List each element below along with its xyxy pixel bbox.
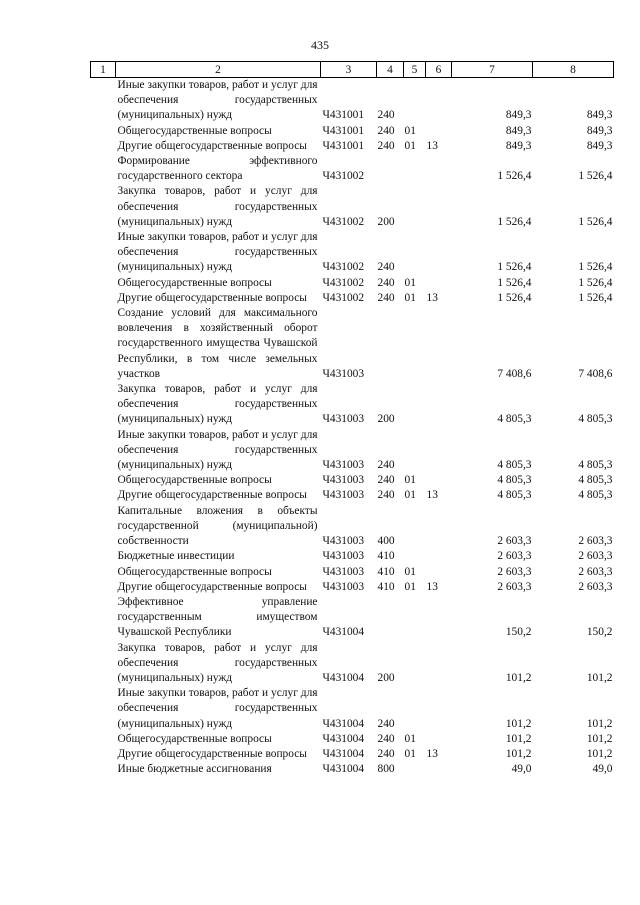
table-row [91,306,614,382]
cell-expense-type [377,595,404,641]
cell-name: Закупка товаров, работ и услуг для обеспечения государственных (муниципальных) нужд [117,185,318,228]
cell-amount-col7: 2 603,3 [497,580,532,593]
cell-amount-col8: 2 603,3 [578,535,613,548]
cell-amount-col7: 4 805,3 [497,489,532,502]
table-row [91,732,614,747]
cell-index [91,641,116,687]
cell-index [91,139,116,154]
cell-amount-col8: 2 603,3 [578,565,613,578]
header-col-3: 3 [321,62,377,78]
cell-section: 01 [404,139,416,152]
cell-section [404,595,426,641]
cell-amount-col8: 4 805,3 [578,413,613,426]
cell-name: Общегосударственные вопросы [117,276,272,289]
cell-subsection [426,595,452,641]
cell-name: Общегосударственные вопросы [117,474,272,487]
cell-section [404,549,426,564]
cell-target-code: Ч431003 [322,413,365,426]
cell-amount-col8: 101,2 [586,671,613,684]
cell-amount-col7: 150,2 [505,626,532,639]
cell-target-code: Ч431002 [322,291,365,304]
cell-section: 01 [404,580,416,593]
cell-section: 01 [404,732,416,745]
cell-target-code: Ч431004 [322,732,365,745]
cell-amount-col7: 849,3 [505,139,532,152]
table-row [91,78,614,124]
cell-index [91,428,116,474]
cell-target-code: Ч431001 [322,124,365,137]
cell-name: Создание условий для максимального вовлечения в хозяйственный оборот государственного имущества Чувашской Республики, в том числе земельных участков [117,307,318,380]
cell-expense-type [377,306,404,382]
table-row [91,762,614,777]
cell-index [91,565,116,580]
cell-target-code: Ч431001 [322,139,365,152]
cell-expense-type: 240 [377,732,395,745]
cell-amount-col8: 1 526,4 [578,291,613,304]
cell-section: 01 [404,124,416,137]
cell-target-code: Ч431003 [322,565,365,578]
cell-section [404,641,426,687]
table-row [91,291,614,306]
cell-target-code: Ч431003 [322,535,365,548]
cell-amount-col8: 49,0 [592,763,613,776]
cell-target-code: Ч431001 [322,109,365,122]
cell-subsection [426,504,452,550]
cell-subsection [426,686,452,732]
cell-amount-col7: 2 603,3 [497,550,532,563]
cell-amount-col8: 101,2 [586,747,613,760]
cell-index [91,595,116,641]
table-row [91,382,614,428]
cell-expense-type: 800 [377,763,395,776]
cell-name: Иные закупки товаров, работ и услуг для обеспечения государственных (муниципальных) нужд [117,687,318,730]
cell-target-code: Ч431002 [322,261,365,274]
header-col-4: 4 [377,62,404,78]
cell-amount-col8: 150,2 [586,626,613,639]
header-col-8: 8 [533,62,614,78]
cell-target-code: Ч431003 [322,550,365,563]
cell-index [91,686,116,732]
cell-expense-type: 240 [377,291,395,304]
cell-subsection [426,428,452,474]
cell-section: 01 [404,489,416,502]
cell-name: Иные закупки товаров, работ и услуг для обеспечения государственных (муниципальных) нужд [117,79,318,122]
cell-section [404,686,426,732]
cell-amount-col8: 1 526,4 [578,215,613,228]
cell-name: Капитальные вложения в объекты государственной (муниципальной) собственности [117,504,318,548]
cell-section [404,504,426,550]
table-row [91,747,614,762]
cell-subsection [426,732,452,747]
cell-section: 01 [404,747,416,760]
cell-expense-type: 240 [377,459,395,472]
cell-target-code: Ч431004 [322,671,365,684]
cell-amount-col8: 849,3 [586,124,613,137]
page-number: 435 [311,38,329,52]
cell-amount-col7: 7 408,6 [497,367,532,380]
cell-name: Общегосударственные вопросы [117,124,272,137]
cell-subsection: 13 [426,747,438,760]
cell-index [91,580,116,595]
header-col-5: 5 [404,62,426,78]
cell-subsection [426,641,452,687]
cell-name: Другие общегосударственные вопросы [117,139,307,152]
cell-index [91,549,116,564]
cell-section [404,382,426,428]
table-row [91,139,614,154]
cell-section [404,78,426,124]
table-row [91,276,614,291]
cell-name: Другие общегосударственные вопросы [117,747,307,760]
cell-target-code: Ч431003 [322,580,365,593]
cell-amount-col8: 849,3 [586,109,613,122]
cell-section [404,762,426,777]
cell-index [91,732,116,747]
cell-amount-col7: 849,3 [505,109,532,122]
header-col-7: 7 [452,62,533,78]
cell-expense-type: 240 [377,109,395,122]
cell-name: Закупка товаров, работ и услуг для обеспечения государственных (муниципальных) нужд [117,383,318,426]
cell-expense-type [377,154,404,184]
cell-section: 01 [404,276,416,289]
table-row [91,641,614,687]
cell-index [91,78,116,124]
cell-amount-col7: 101,2 [505,732,532,745]
cell-index [91,762,116,777]
cell-name: Бюджетные инвестиции [117,550,235,563]
cell-expense-type: 240 [377,261,395,274]
cell-section: 01 [404,474,416,487]
cell-index [91,306,116,382]
cell-expense-type: 400 [377,535,395,548]
table-row [91,504,614,550]
cell-section [404,154,426,184]
table-row [91,184,614,230]
cell-name: Иные бюджетные ассигнования [117,763,272,776]
cell-amount-col7: 1 526,4 [497,215,532,228]
cell-expense-type: 410 [377,580,395,593]
cell-amount-col7: 2 603,3 [497,535,532,548]
cell-name: Иные закупки товаров, работ и услуг для обеспечения государственных (муниципальных) нужд [117,231,318,274]
cell-amount-col8: 4 805,3 [578,489,613,502]
cell-subsection [426,762,452,777]
cell-section [404,306,426,382]
cell-name: Другие общегосударственные вопросы [117,489,307,502]
cell-subsection [426,549,452,564]
cell-expense-type: 240 [377,124,395,137]
cell-section [404,184,426,230]
cell-name: Общегосударственные вопросы [117,732,272,745]
cell-index [91,747,116,762]
cell-target-code: Ч431003 [322,459,365,472]
cell-index [91,291,116,306]
header-col-2: 2 [116,62,321,78]
cell-amount-col7: 49,0 [511,763,532,776]
cell-index [91,230,116,276]
cell-amount-col8: 1 526,4 [578,261,613,274]
cell-expense-type: 200 [377,671,395,684]
cell-subsection: 13 [426,291,438,304]
cell-target-code: Ч431004 [322,747,365,760]
cell-section: 01 [404,291,416,304]
cell-amount-col7: 4 805,3 [497,459,532,472]
cell-section [404,230,426,276]
cell-index [91,473,116,488]
cell-name: Общегосударственные вопросы [117,565,272,578]
cell-subsection [426,78,452,124]
table-row [91,580,614,595]
cell-index [91,504,116,550]
cell-section: 01 [404,565,416,578]
cell-name: Формирование эффективного государственного сектора [117,155,318,183]
table-row [91,488,614,503]
cell-subsection [426,382,452,428]
cell-subsection [426,124,452,139]
cell-name: Другие общегосударственные вопросы [117,291,307,304]
cell-amount-col8: 2 603,3 [578,580,613,593]
cell-subsection: 13 [426,489,438,502]
cell-target-code: Ч431004 [322,717,365,730]
cell-index [91,488,116,503]
cell-subsection [426,230,452,276]
header-row [91,62,614,78]
cell-index [91,154,116,184]
cell-subsection [426,276,452,291]
cell-name: Закупка товаров, работ и услуг для обеспечения государственных (муниципальных) нужд [117,641,318,684]
table-row [91,595,614,641]
table-row [91,124,614,139]
cell-target-code: Ч431003 [322,474,365,487]
cell-expense-type: 240 [377,717,395,730]
cell-name: Иные закупки товаров, работ и услуг для обеспечения государственных (муниципальных) нужд [117,428,318,472]
cell-subsection [426,473,452,488]
cell-expense-type: 410 [377,550,395,563]
cell-name: Другие общегосударственные вопросы [117,580,307,593]
cell-subsection [426,184,452,230]
cell-expense-type: 240 [377,139,395,152]
table-row [91,428,614,474]
cell-amount-col7: 101,2 [505,671,532,684]
table-row [91,686,614,732]
cell-amount-col7: 1 526,4 [497,291,532,304]
cell-amount-col8: 101,2 [586,732,613,745]
cell-amount-col8: 101,2 [586,717,613,730]
cell-expense-type: 240 [377,747,395,760]
cell-amount-col7: 2 603,3 [497,565,532,578]
cell-expense-type: 240 [377,276,395,289]
table-body [91,78,614,778]
cell-amount-col7: 4 805,3 [497,474,532,487]
cell-subsection [426,306,452,382]
cell-target-code: Ч431002 [322,215,365,228]
cell-amount-col8: 2 603,3 [578,550,613,563]
budget-table [90,61,614,777]
cell-section [404,428,426,474]
table-header [91,62,614,78]
cell-expense-type: 200 [377,215,395,228]
cell-expense-type: 240 [377,489,395,502]
table-row [91,473,614,488]
cell-target-code: Ч431004 [322,626,365,639]
header-col-1: 1 [91,62,116,78]
table-row [91,154,614,184]
cell-index [91,124,116,139]
cell-amount-col7: 1 526,4 [497,261,532,274]
cell-subsection: 13 [426,139,438,152]
table-row [91,230,614,276]
cell-expense-type: 200 [377,413,395,426]
cell-expense-type: 410 [377,565,395,578]
cell-amount-col8: 1 526,4 [578,276,613,289]
cell-index [91,382,116,428]
cell-index [91,276,116,291]
cell-target-code: Ч431002 [322,170,365,183]
table-row [91,565,614,580]
cell-expense-type: 240 [377,474,395,487]
cell-target-code: Ч431003 [322,489,365,502]
cell-amount-col7: 4 805,3 [497,413,532,426]
cell-amount-col8: 4 805,3 [578,474,613,487]
cell-amount-col7: 101,2 [505,747,532,760]
cell-amount-col7: 101,2 [505,717,532,730]
cell-target-code: Ч431002 [322,276,365,289]
cell-subsection [426,154,452,184]
cell-amount-col7: 1 526,4 [497,170,532,183]
header-col-6: 6 [426,62,452,78]
cell-name: Эффективное управление государственным имуществом Чувашской Республики [117,595,318,639]
cell-amount-col7: 1 526,4 [497,276,532,289]
cell-subsection [426,565,452,580]
cell-amount-col8: 7 408,6 [578,367,613,380]
cell-subsection: 13 [426,580,438,593]
cell-amount-col7: 849,3 [505,124,532,137]
cell-amount-col8: 1 526,4 [578,170,613,183]
cell-amount-col8: 4 805,3 [578,459,613,472]
cell-target-code: Ч431003 [322,367,365,380]
cell-amount-col8: 849,3 [586,139,613,152]
cell-index [91,184,116,230]
cell-target-code: Ч431004 [322,763,365,776]
table-row [91,549,614,564]
